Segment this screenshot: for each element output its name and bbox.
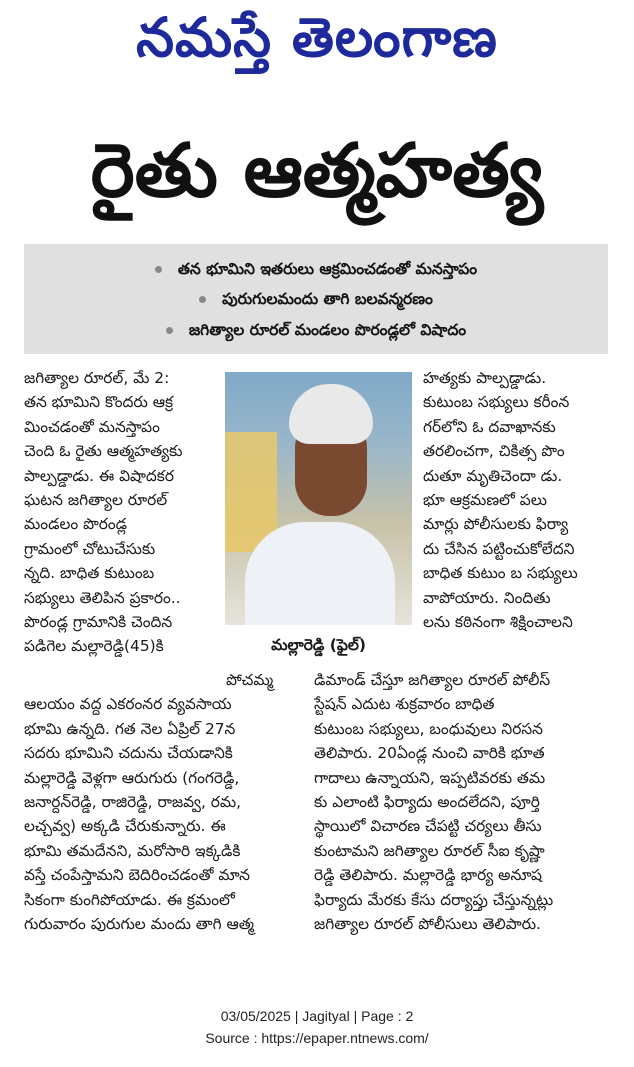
text-line: ఫిర్యాదు మేరకు కేసు దర్యాప్తు చేస్తున్నట్లు [314,890,554,909]
text-line: గ్రామంలో చోటుచేసుకు [24,539,156,558]
text-line: దు చేసిన పట్టించుకోలేదని [423,539,575,558]
masthead-title: నమస్తే తెలంగాణ [136,6,498,69]
footer-date-page: 03/05/2025 | Jagityal | Page : 2 [220,1008,414,1024]
text-line: తరలించగా, చికిత్స పొం [423,442,565,461]
text-line: మల్లారెడ్డి వెళ్లగా ఆరుగురు (గంగరెడ్డి, [24,768,240,787]
text-line: చెంది ఓ రైతు ఆత్మహత్యకు [24,442,183,461]
text-line: వస్తే చంపేస్తామని బెదిరించడంతో మాన [24,866,250,885]
text-line: లచ్చవ్వ) అక్కడి చేరుకున్నారు. ఈ [24,817,226,836]
text-line: న్నది. బాధిత కుటుంబ [24,564,155,583]
text-line: సభ్యులు తెలిపిన ప్రకారం.. [24,588,181,607]
bullet-text: పురుగులమందు తాగి బలవన్మరణం [222,290,433,308]
photo-shirt [245,522,395,625]
text-line: మండలం పొరండ్ల [24,515,128,534]
bullet-dot-icon [166,327,173,334]
text-line: జగిత్యాల రూరల్, మే 2: [24,369,170,387]
bullet-item [24,321,608,343]
bullet-dot-icon [155,266,162,273]
bullet-text: తన భూమిని ఇతరులు ఆక్రమించడంతో మనస్తాపం [177,260,478,278]
text-line: భూమి ఉన్నది. గత నెల ఏప్రిల్ 27న [24,719,236,738]
text-line: పొరండ్ల గ్రామానికి చెందిన [24,613,173,632]
text-line: ఘటన జగిత్యాల రూరల్ [24,491,168,510]
right-column [423,366,608,634]
text-line: కు ఎలాంటి ఫిర్యాదు అందలేదని, పూర్తి [314,793,540,812]
text-line: జనార్దన్‌రెడ్డి, రాజిరెడ్డి, రాజవ్వ, రమ, [24,793,242,812]
text-line: ఆలయం వద్ద ఎకరంనర వ్యవసాయ [24,695,232,714]
bullet-item [24,260,608,282]
text-line: గాదాలు ఉన్నాయని, ఇప్పటివరకు తమ [314,768,546,787]
text-line: భూమి తమదేనని, మరోసారి ఇక్కడికి [24,841,241,860]
text-line: రెడ్డి తెలిపారు. మల్లారెడ్డి భార్య అనూష [314,866,543,885]
text-line: బాధిత కుటుం బ సభ్యులు [423,564,578,583]
text-line: స్టేషన్ ఎదుట శుక్రవారం బాధిత [314,695,495,714]
text-line: దుతూ మృతిచెందా డు. [423,466,563,485]
text-line: మించడంతో మనస్తాపం [24,417,160,436]
text-line: స్థాయిలో విచారణ చేపట్టి చర్యలు తీసు [314,817,542,836]
bullet-text: జగిత్యాల రూరల్ మండలం పొరండ్లలో విషాదం [188,321,467,339]
text-line: వాపోయారు. నిందితు [423,588,551,607]
text-line: హత్యకు పాల్పడ్డాడు. [423,369,547,387]
text-line: పడిగెల మల్లారెడ్డి(45)కి [24,637,164,656]
bullet-dot-icon [199,296,206,303]
text-line: మార్లు పోలీసులకు ఫిర్యా [423,515,569,534]
text-line: తన భూమిని కొందరు ఆక్ర [24,393,174,412]
summary-bullets [24,244,608,354]
photo-caption: మల్లారెడ్డి (ఫైల్) [271,636,366,654]
text-line: భూ ఆక్రమణలో పలు [423,491,547,510]
text-line: కుటుంబ సభ్యులు, బంధువులు నిరసన [314,719,543,738]
lower-right-column [314,668,612,936]
text-line: సికంగా కుంగిపోయాడు. ఈ క్రమంలో [24,890,235,909]
bullet-item [24,290,608,312]
text-line: జగిత్యాల రూరల్ పోలీసులు తెలిపారు. [314,915,541,934]
text-line: గర్‌లోని ఓ దవాఖానకు [423,417,556,436]
text-line: కుంటామని జగిత్యాల రూరల్ సీఐ కృష్ణా [314,841,545,860]
text-line: పోచమ్మ [226,671,274,689]
footer-source: Source : https://epaper.ntnews.com/ [205,1030,429,1046]
left-column [24,366,216,659]
text-line: డిమాండ్ చేస్తూ జగిత్యాల రూరల్ పోలీస్ [314,671,551,689]
farmer-photo [225,372,412,625]
text-line: గురువారం పురుగుల మందు తాగి ఆత్మ [24,915,254,934]
text-line: పాల్పడ్డాడు. ఈ విషాదకర [24,466,174,485]
text-line: కుటుంబ సభ్యులు కరీంన [423,393,570,412]
headline: రైతు ఆత్మహత్య [90,128,544,214]
masthead [0,0,634,98]
text-line: తెలిపారు. 20ఏండ్ల నుంచి వారికి భూత [314,744,545,763]
text-line: లను కఠినంగా శిక్షించాలని [423,613,573,632]
photo-hair [289,384,373,444]
text-line: సదరు భూమిని చదును చేయడానికి [24,744,233,763]
